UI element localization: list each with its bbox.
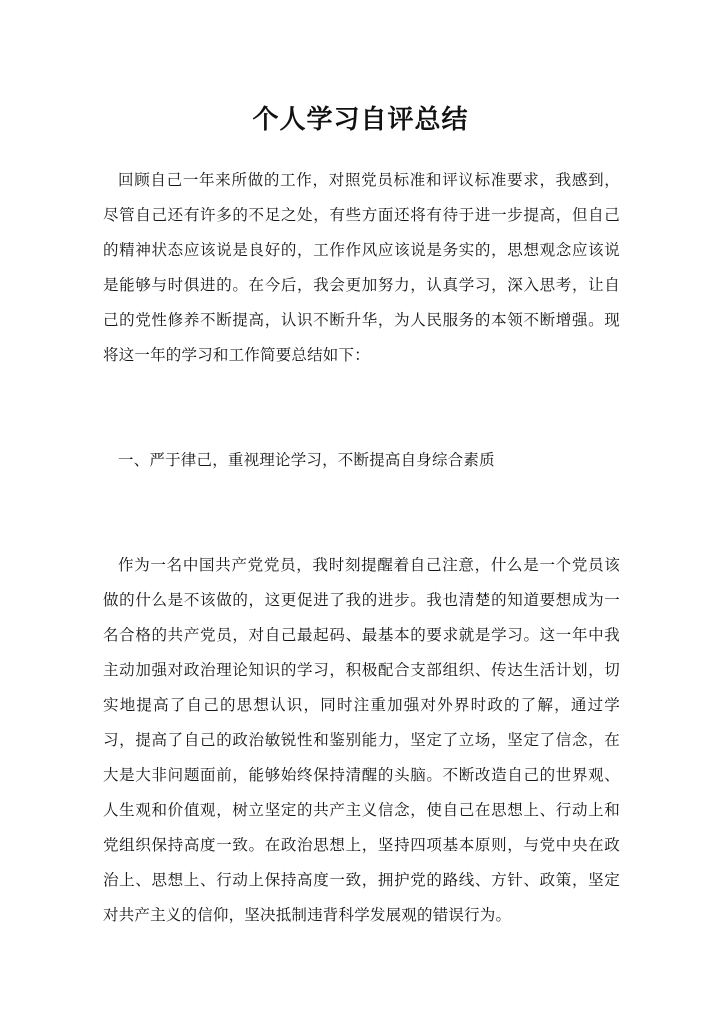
document-body	[103, 163, 620, 933]
page-title: 个人学习自评总结	[252, 105, 469, 136]
block-spacer	[103, 478, 620, 548]
section-heading-1: 一、严于律己，重视理论学习，不断提高自身综合素质	[118, 451, 495, 469]
paragraph-intro: 回顾自己一年来所做的工作，对照党员标准和评议标准要求，我感到，尽管自己还有许多的不足之处，有些方面还将有待于进一步提高，但自己的精神状态应该说是良好的，工作作风应该说是务实的，思想观念应该说是能够与时俱进的。在今后，我会更加努力，认真学习，深入思考，让自己的党性修养不断提高，认识不断升华，为人民服务的本领不断增强。现将这一年的学习和工作简要总结如下：	[103, 171, 620, 364]
block-spacer	[103, 373, 620, 443]
paragraph-section-1-body: 作为一名中国共产党党员，我时刻提醒着自己注意，什么是一个党员该做的什么是不该做的，这更促进了我的进步。我也清楚的知道要想成为一名合格的共产党员，对自己最起码、最基本的要求就是学习。这一年中我主动加强对政治理论知识的学习，积极配合支部组织、传达生活计划，切实地提高了自己的思想认识，同时注重加强对外界时政的了解，通过学习，提高了自己的政治敏锐性和鉴别能力，坚定了立场，坚定了信念，在大是大非问题面前，能够始终保持清醒的头脑。不断改造自己的世界观、人生观和价值观，树立坚定的共产主义信念，使自己在思想上、行动上和党组织保持高度一致。在政治思想上，坚持四项基本原则，与党中央在政治上、思想上、行动上保持高度一致，拥护党的路线、方针、政策，坚定对共产主义的信仰，坚决抵制违背科学发展观的错误行为。	[103, 556, 620, 924]
